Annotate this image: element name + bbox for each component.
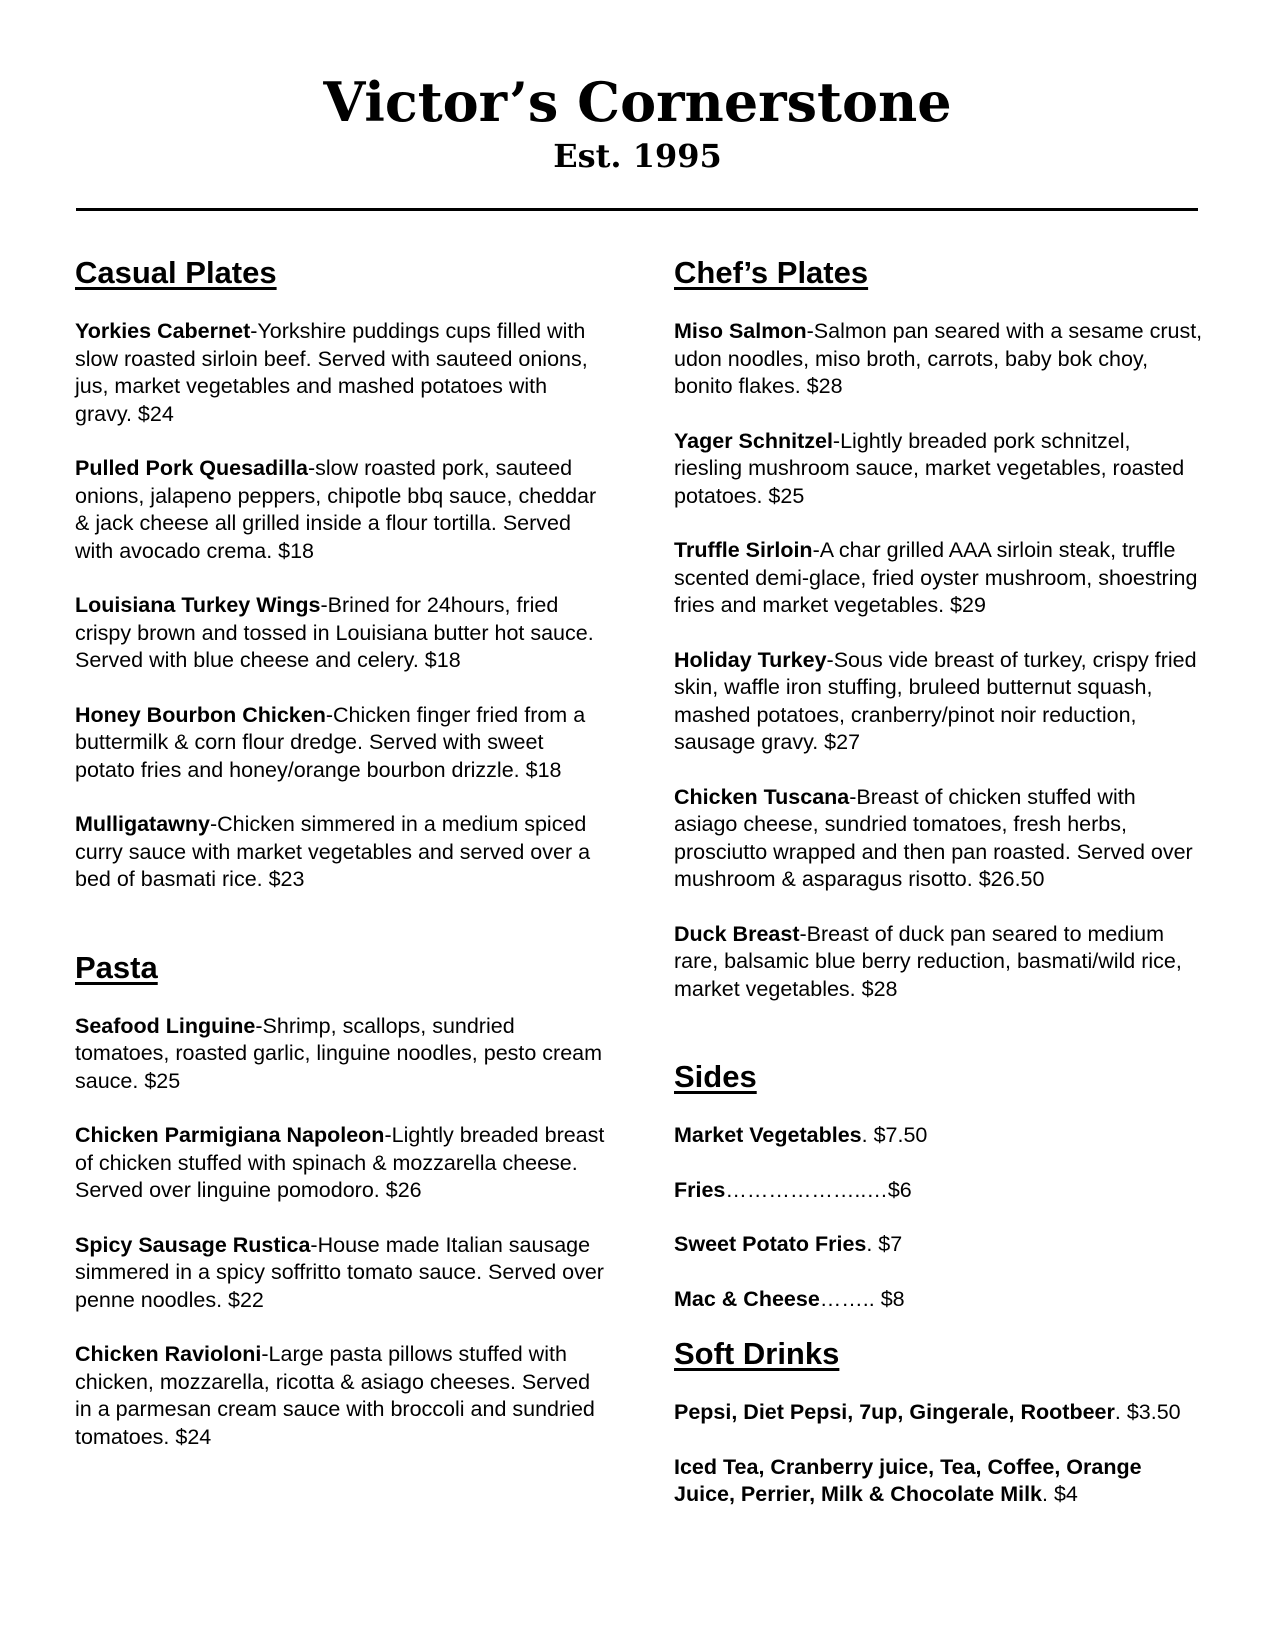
section-title-sides: Sides [674, 1059, 757, 1094]
item-description: -Breast of chicken stuffed with asiago cheese, sundried tomatoes, fresh herbs, prosciutto wrapped and then pan roasted. Served over mushroom & asparagus risotto. $26.50 [674, 784, 1193, 891]
item-name: Yager Schnitzel [674, 428, 833, 453]
item-name: Seafood Linguine [75, 1013, 256, 1038]
sides-section [674, 1058, 1204, 1313]
menu-item [75, 455, 605, 565]
left-column [75, 254, 605, 1478]
item-name: Spicy Sausage Rustica [75, 1232, 311, 1257]
item-price: . $7.50 [861, 1123, 928, 1147]
menu-item [75, 702, 605, 785]
menu-item [75, 811, 605, 894]
item-name: Market Vegetables [674, 1123, 862, 1147]
item-name: Sweet Potato Fries [674, 1232, 867, 1256]
item-name: Fries [674, 1177, 726, 1202]
section-title-drinks: Soft Drinks [674, 1336, 840, 1371]
item-name: Truffle Sirloin [674, 538, 813, 562]
item-name: Iced Tea, Cranberry juice, Tea, Coffee, Orange Juice, Perrier, Milk & Chocolate Milk [674, 1454, 1142, 1506]
item-name: Holiday Turkey [674, 647, 827, 672]
menu-item [674, 537, 1204, 620]
menu-item [75, 1013, 605, 1096]
item-name: Duck Breast [674, 921, 800, 946]
item-name: Yorkies Cabernet [75, 319, 251, 343]
item-description: -Yorkshire puddings cups filled with slow roasted sirloin beef. Served with sauteed onions, jus, market vegetables and mashed potatoes with gravy. $24 [75, 319, 588, 426]
item-description: -Lightly breaded breast of chicken stuffed with spinach & mozzarella cheese. Served over linguine pomodoro. $26 [75, 1123, 605, 1202]
section-title-casual: Casual Plates [75, 255, 277, 290]
item-price: . $7 [866, 1232, 903, 1256]
menu-header [0, 70, 1275, 176]
item-price: ………………..…$6 [725, 1177, 912, 1202]
item-name: Chicken Ravioloni [75, 1342, 262, 1366]
header-divider [76, 208, 1198, 211]
item-price: …….. $8 [819, 1286, 905, 1311]
menu-item [674, 428, 1204, 511]
item-name: Mulligatawny [75, 812, 210, 836]
item-name: Pulled Pork Quesadilla [75, 456, 308, 480]
section-title-chef: Chef’s Plates [674, 255, 869, 290]
item-name: Chicken Parmigiana Napoleon [75, 1123, 385, 1147]
item-description: -Chicken simmered in a medium spiced curry sauce with market vegetables and served over a bed of basmati rice. $23 [75, 812, 591, 891]
item-price: . $3.50 [1114, 1400, 1181, 1424]
restaurant-title: Victor’s Cornerstone [323, 70, 952, 134]
item-description: -Salmon pan seared with a sesame crust, udon noodles, miso broth, carrots, baby bok choy, bonito flakes. $28 [674, 319, 1203, 398]
menu-item [75, 592, 605, 675]
menu-item [674, 1177, 1204, 1205]
item-name: Miso Salmon [674, 319, 807, 343]
item-description: -Brined for 24hours, fried crispy brown and tossed in Louisiana butter hot sauce. Served with blue cheese and celery. $18 [75, 593, 594, 672]
item-name: Louisiana Turkey Wings [75, 593, 321, 617]
established-year: Est. 1995 [553, 137, 722, 175]
menu-item [75, 1232, 605, 1315]
menu-item [674, 1286, 1204, 1314]
menu-item [75, 1341, 605, 1451]
item-description: -slow roasted pork, sauteed onions, jalapeno peppers, chipotle bbq sauce, cheddar & jack cheese all grilled inside a flour tortilla. Served with avocado crema. $18 [75, 456, 597, 563]
item-name: Chicken Tuscana [674, 784, 850, 809]
right-column [674, 254, 1204, 1536]
item-description: -Sous vide breast of turkey, crispy fried skin, waffle iron stuffing, bruleed butternut squash, mashed potatoes, cranberry/pinot noir reduction, sausage gravy. $27 [674, 647, 1197, 754]
item-description: -A char grilled AAA sirloin steak, truffle scented demi-glace, fried oyster mushroom, shoestring fries and market vegetables. $29 [674, 538, 1198, 617]
menu-item [674, 921, 1204, 1004]
item-description: -Lightly breaded pork schnitzel, riesling mushroom sauce, market vegetables, roasted potatoes. $25 [674, 428, 1185, 508]
item-description: -Shrimp, scallops, sundried tomatoes, roasted garlic, linguine noodles, pesto cream sauce. $25 [75, 1013, 603, 1093]
item-name: Pepsi, Diet Pepsi, 7up, Gingerale, Rootbeer [674, 1400, 1115, 1424]
menu-item [674, 318, 1204, 401]
menu-item [674, 1399, 1204, 1427]
menu-item [674, 1122, 1204, 1150]
menu-item [674, 1231, 1204, 1259]
item-name: Mac & Cheese [674, 1286, 820, 1311]
item-description: -Breast of duck pan seared to medium rare, balsamic blue berry reduction, basmati/wild rice, market vegetables. $28 [674, 921, 1182, 1001]
menu-item [674, 647, 1204, 757]
menu-item [674, 784, 1204, 894]
menu-item [75, 1122, 605, 1205]
item-description: -Chicken finger fried from a buttermilk & corn flour dredge. Served with sweet potato fries and honey/orange bourbon drizzle. $18 [75, 702, 586, 782]
item-name: Honey Bourbon Chicken [75, 702, 326, 727]
menu-item [674, 1454, 1204, 1509]
item-price: . $4 [1042, 1482, 1078, 1506]
menu-item [75, 318, 605, 428]
item-description: -Large pasta pillows stuffed with chicken, mozzarella, ricotta & asiago cheeses. Served in a parmesan cream sauce with broccoli and sundried tomatoes. $24 [75, 1342, 595, 1449]
section-title-pasta: Pasta [75, 949, 158, 985]
item-description: -House made Italian sausage simmered in a spicy soffritto tomato sauce. Served over penne noodles. $22 [75, 1232, 604, 1312]
